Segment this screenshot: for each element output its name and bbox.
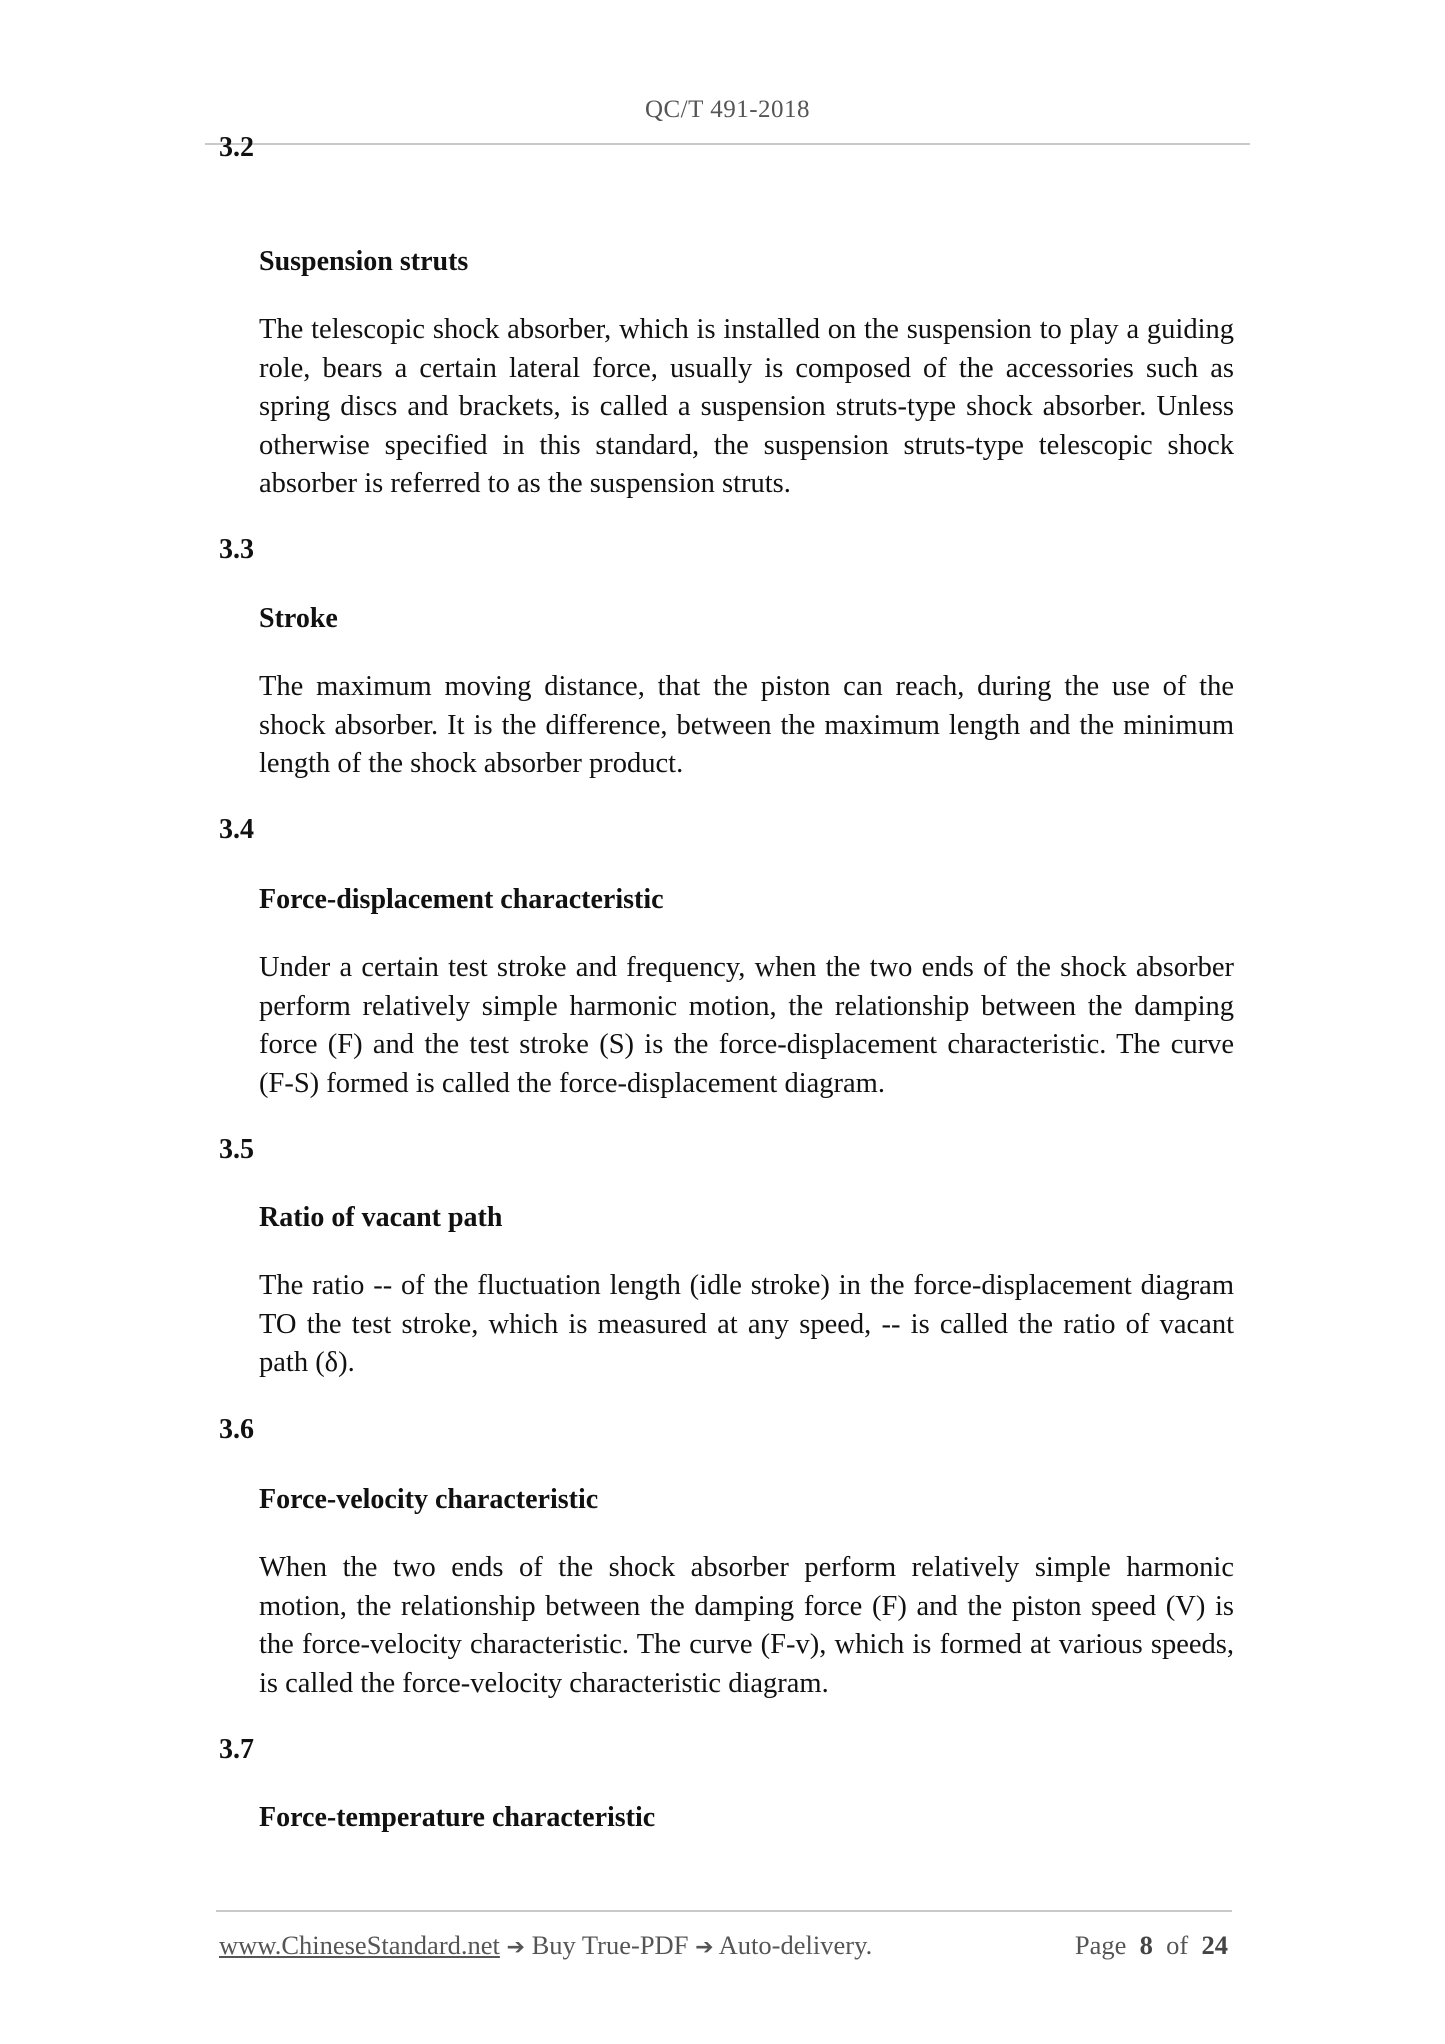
chinesestandard-link[interactable]: www.ChineseStandard.net [219,1930,500,1960]
definition-ratio-vacant-path: The ratio -- of the fluctuation length (idle stroke) in the force-displacement diagram TO the test stroke, which is measured at any speed, -- is called the ratio of vacant path (δ). [259,1270,1234,1378]
term-stroke: Stroke [259,603,338,634]
current-page-number: 8 [1139,1930,1153,1960]
section-number-3-2: 3.2 [219,132,254,163]
term-force-displacement: Force-displacement characteristic [259,884,664,915]
section-number-3-5: 3.5 [219,1134,254,1165]
term-force-velocity: Force-velocity characteristic [259,1484,599,1515]
definition-suspension-struts: The telescopic shock absorber, which is installed on the suspension to play a guiding role, bears a certain lateral force, usually is composed of the accessories such as spring discs and brackets, is called a suspension struts-type shock absorber. Unless otherwise specified in this standard, the suspension struts-type telescopic shock absorber is referred to as the suspension struts. [259,314,1234,499]
definition-stroke: The maximum moving distance, that the piston can reach, during the use of the shock absorber. It is the difference, between the maximum length and the minimum length of the shock absorber product. [259,671,1234,779]
of-label: of [1166,1930,1189,1960]
total-page-count: 24 [1201,1930,1228,1960]
section-number-3-4: 3.4 [219,814,254,845]
auto-delivery-text: Auto-delivery. [718,1930,873,1960]
section-number-3-6: 3.6 [219,1414,254,1445]
definition-force-displacement: Under a certain test stroke and frequency, when the two ends of the shock absorber perform relatively simple harmonic motion, the relationship between the damping force (F) and the test stroke (S) is the force-displacement characteristic. The curve (F-S) formed is called the force-displacement diagram. [259,952,1234,1099]
footer-promo [219,1930,872,1961]
page-indicator [1075,1930,1228,1961]
term-suspension-struts: Suspension struts [259,246,469,277]
section-number-3-7: 3.7 [219,1734,254,1765]
right-arrow-icon: ➔ [695,1935,714,1960]
section-number-3-3: 3.3 [219,534,254,565]
right-arrow-icon: ➔ [506,1935,525,1960]
page-label: Page [1074,1930,1127,1960]
footer-divider [216,1910,1232,1912]
term-force-temperature: Force-temperature characteristic [259,1802,656,1833]
buy-true-pdf-text: Buy True-PDF [531,1930,689,1960]
header-divider [205,143,1250,145]
document-code-header: QC/T 491-2018 [644,96,811,123]
term-ratio-vacant-path: Ratio of vacant path [259,1202,503,1233]
definition-force-velocity: When the two ends of the shock absorber perform relatively simple harmonic motion, the relationship between the damping force (F) and the piston speed (V) is the force-velocity characteristic. The curve (F-v), which is formed at various speeds, is called the force-velocity characteristic diagram. [259,1552,1234,1699]
